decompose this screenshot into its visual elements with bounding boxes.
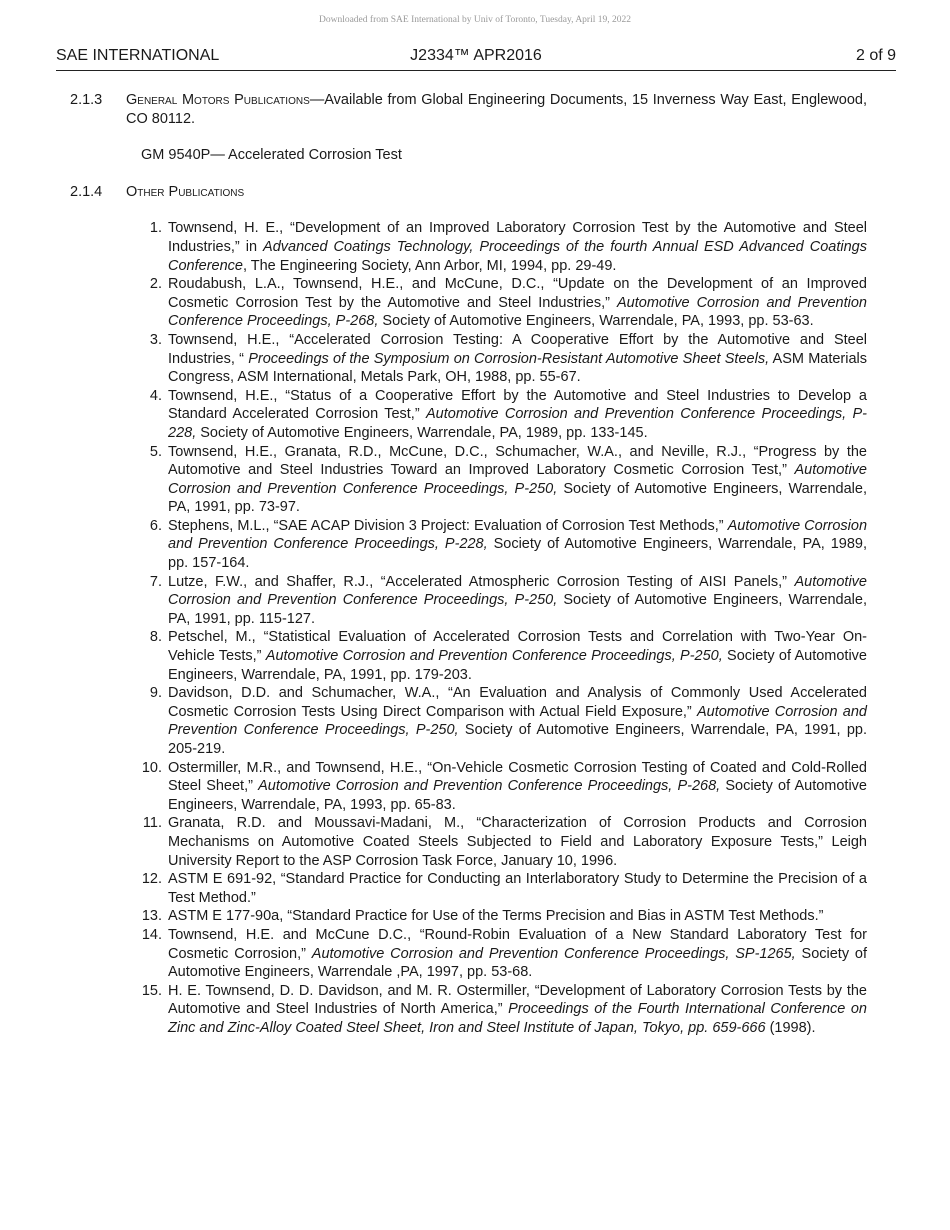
reference-number: 1. xyxy=(149,220,162,237)
reference-number: 5. xyxy=(149,443,162,460)
reference-text: Roudabush, L.A., Townsend, H.E., and McCune, D.C., “Update on the Development of an Improved Cosmetic Corrosion Test by the Automotive and Steel Industries,” xyxy=(168,276,867,311)
reference-item xyxy=(149,684,867,758)
reference-text: Stephens, M.L., “SAE ACAP Division 3 Project: Evaluation of Corrosion Test Methods,” xyxy=(168,517,728,534)
reference-number: 11. xyxy=(142,815,162,832)
section-title: General Motors Publications xyxy=(126,92,310,108)
reference-publisher: Society of Automotive Engineers, Warrendale, PA, 1993, pp. 53-63. xyxy=(378,313,814,330)
reference-text: Ostermiller, M.R., and Townsend, H.E., “On-Vehicle Cosmetic Corrosion Testing of Coated and Cold-Rolled Steel Sheet,” xyxy=(168,759,867,795)
reference-text: Davidson, D.D. and Schumacher, W.A., “An Evaluation and Analysis of Commonly Used Accelerated Cosmetic Corrosion Tests Using Direct Comparison with Actual Field Exposure,” xyxy=(168,685,867,720)
reference-text: Petschel, M., “Statistical Evaluation of Accelerated Corrosion Tests and Correlation with Two-Year On-Vehicle Tests,” xyxy=(168,629,867,665)
reference-item xyxy=(149,331,868,387)
reference-number: 7. xyxy=(149,573,162,590)
reference-publisher: Society of Automotive Engineers, Warrendale, PA, 1989, pp. 133-145. xyxy=(196,424,648,441)
gm-standard-item: GM 9540P— Accelerated Corrosion Test xyxy=(141,147,402,164)
reference-item xyxy=(149,573,867,629)
reference-source: Proceedings of the Symposium on Corrosion-Resistant Automotive Sheet Steels, xyxy=(248,350,770,367)
header-page-number: 2 of 9 xyxy=(855,47,896,64)
reference-text: Townsend, H.E., Granata, R.D., McCune, D.C., Schumacher, W.A., and Neville, R.J., “Progress by the Automotive and Steel Industries Toward an Improved Laboratory Cosmetic Corrosion Test,” xyxy=(168,443,867,479)
reference-list xyxy=(70,219,867,1037)
reference-item xyxy=(141,870,867,907)
reference-item xyxy=(141,982,867,1038)
reference-publisher: (1998). xyxy=(765,1019,816,1036)
reference-text: Townsend, H.E., “Accelerated Corrosion Testing: A Cooperative Effort by the Automotive and Steel Industries, “ xyxy=(168,331,867,367)
reference-source: Automotive Corrosion and Prevention Conference Proceedings, P-250, xyxy=(265,648,723,665)
reference-item xyxy=(149,443,867,517)
reference-source: Proceedings of the Fourth International Conference on Zinc and Zinc-Alloy Coated Steel Sheet, Iron and Steel Institute of Japan, Tokyo, pp. 659-666 xyxy=(168,1001,867,1036)
section-number: 2.1.4 xyxy=(70,183,103,200)
header-doc-id: J2334™ APR2016 xyxy=(410,47,542,64)
reference-source: Automotive Corrosion and Prevention Conference Proceedings, P-228, xyxy=(168,517,868,553)
reference-item xyxy=(149,387,867,443)
reference-publisher: Society of Automotive Engineers, Warrendale ,PA, 1997, pp. 53-68. xyxy=(168,945,867,981)
reference-text: Townsend, H.E. and McCune D.C., “Round-Robin Evaluation of a New Standard Laboratory Test for Cosmetic Corrosion,” xyxy=(168,926,867,962)
reference-text: ASTM E 177-90a, “Standard Practice for Use of the Terms Precision and Bias in ASTM Test Methods.” xyxy=(168,908,824,925)
reference-number: 4. xyxy=(149,387,162,404)
reference-source: Automotive Corrosion and Prevention Conference Proceedings, P-250, xyxy=(168,703,867,739)
reference-source: Automotive Corrosion and Prevention Conference Proceedings, SP-1265, xyxy=(311,945,796,962)
section-title: Other Publications xyxy=(126,183,245,200)
reference-source: Automotive Corrosion and Prevention Conference Proceedings, P-250, xyxy=(168,573,867,609)
reference-number: 3. xyxy=(149,331,162,348)
reference-publisher: Society of Automotive Engineers, Warrendale, PA, 1991, pp. 179-203. xyxy=(168,648,867,683)
reference-publisher: , The Engineering Society, Ann Arbor, MI, 1994, pp. 29-49. xyxy=(242,257,617,274)
section-2-1-4 xyxy=(70,183,867,202)
download-note: Downloaded from SAE International by Univ of Toronto, Tuesday, April 19, 2022 xyxy=(318,15,631,25)
reference-publisher: Society of Automotive Engineers, Warrendale, PA, 1991, pp. 115-127. xyxy=(168,592,867,627)
reference-number: 14. xyxy=(141,926,162,943)
reference-source: Automotive Corrosion and Prevention Conference Proceedings, P-268, xyxy=(168,294,867,330)
reference-publisher: Society of Automotive Engineers, Warrendale, PA, 1993, pp. 65-83. xyxy=(168,778,867,813)
reference-source: Advanced Coatings Technology, Proceedings of the fourth Annual ESD Advanced Coatings Conference xyxy=(168,238,867,274)
reference-item xyxy=(149,219,867,275)
reference-number: 10. xyxy=(141,759,162,776)
reference-publisher: Society of Automotive Engineers, Warrendale, PA, 1989, pp. 157-164. xyxy=(168,536,868,572)
reference-item xyxy=(142,814,867,870)
reference-number: 9. xyxy=(149,685,162,702)
header-org: SAE INTERNATIONAL xyxy=(56,47,220,64)
document-body xyxy=(70,91,867,1038)
reference-number: 8. xyxy=(149,629,162,646)
reference-publisher: Society of Automotive Engineers, Warrendale, PA, 1991, pp. 205-219. xyxy=(168,722,867,757)
section-text: —Available from Global Engineering Documents, 15 Inverness Way East, Englewood, CO 80112. xyxy=(126,92,867,127)
reference-item xyxy=(141,759,867,815)
reference-text: Lutze, F.W., and Shaffer, R.J., “Accelerated Atmospheric Corrosion Testing of AISI Panels,” xyxy=(168,573,795,590)
reference-item xyxy=(149,517,868,573)
section-number: 2.1.3 xyxy=(70,92,103,108)
reference-item xyxy=(149,275,867,331)
reference-number: 6. xyxy=(149,517,162,534)
reference-text: Townsend, H.E., “Status of a Cooperative Effort by the Automotive and Steel Industries to Develop a Standard Accelerated Corrosion Test,” xyxy=(168,387,867,423)
reference-source: Automotive Corrosion and Prevention Conference Proceedings, P-250, xyxy=(168,462,867,497)
reference-text: H. E. Townsend, D. D. Davidson, and M. R. Ostermiller, “Development of Laboratory Corrosion Tests by the Automotive and Steel Industries of North America,” xyxy=(168,982,867,1018)
section-2-1-3 xyxy=(70,91,867,128)
reference-publisher: ASM Materials Congress, ASM International, Metals Park, OH, 1988, pp. 55-67. xyxy=(168,350,868,386)
reference-source: Automotive Corrosion and Prevention Conference Proceedings, P-268, xyxy=(258,778,721,795)
reference-text: Granata, R.D. and Moussavi-Madani, M., “Characterization of Corrosion Products and Corrosion Mechanisms on Automotive Coated Steels Subjected to Field and Laboratory Exposure Tests,” Leigh University Report to the ASP Corrosion Task Force, January 10, 1996. xyxy=(168,815,867,869)
reference-item xyxy=(149,628,867,684)
reference-number: 2. xyxy=(149,276,162,293)
reference-publisher: Society of Automotive Engineers, Warrendale, PA, 1991, pp. 73-97. xyxy=(168,480,867,516)
reference-text: Townsend, H. E., “Development of an Improved Laboratory Corrosion Test by the Automotive and Steel Industries,” in xyxy=(168,220,867,255)
reference-number: 13. xyxy=(141,908,162,925)
reference-text: ASTM E 691-92, “Standard Practice for Conducting an Interlaboratory Study to Determine the Precision of a Test Method.” xyxy=(168,871,867,906)
reference-number: 12. xyxy=(141,871,162,888)
reference-item xyxy=(141,926,867,982)
reference-source: Automotive Corrosion and Prevention Conference Proceedings, P-228, xyxy=(168,406,867,441)
reference-item xyxy=(141,907,867,926)
page-header xyxy=(56,46,896,71)
reference-number: 15. xyxy=(141,982,162,999)
